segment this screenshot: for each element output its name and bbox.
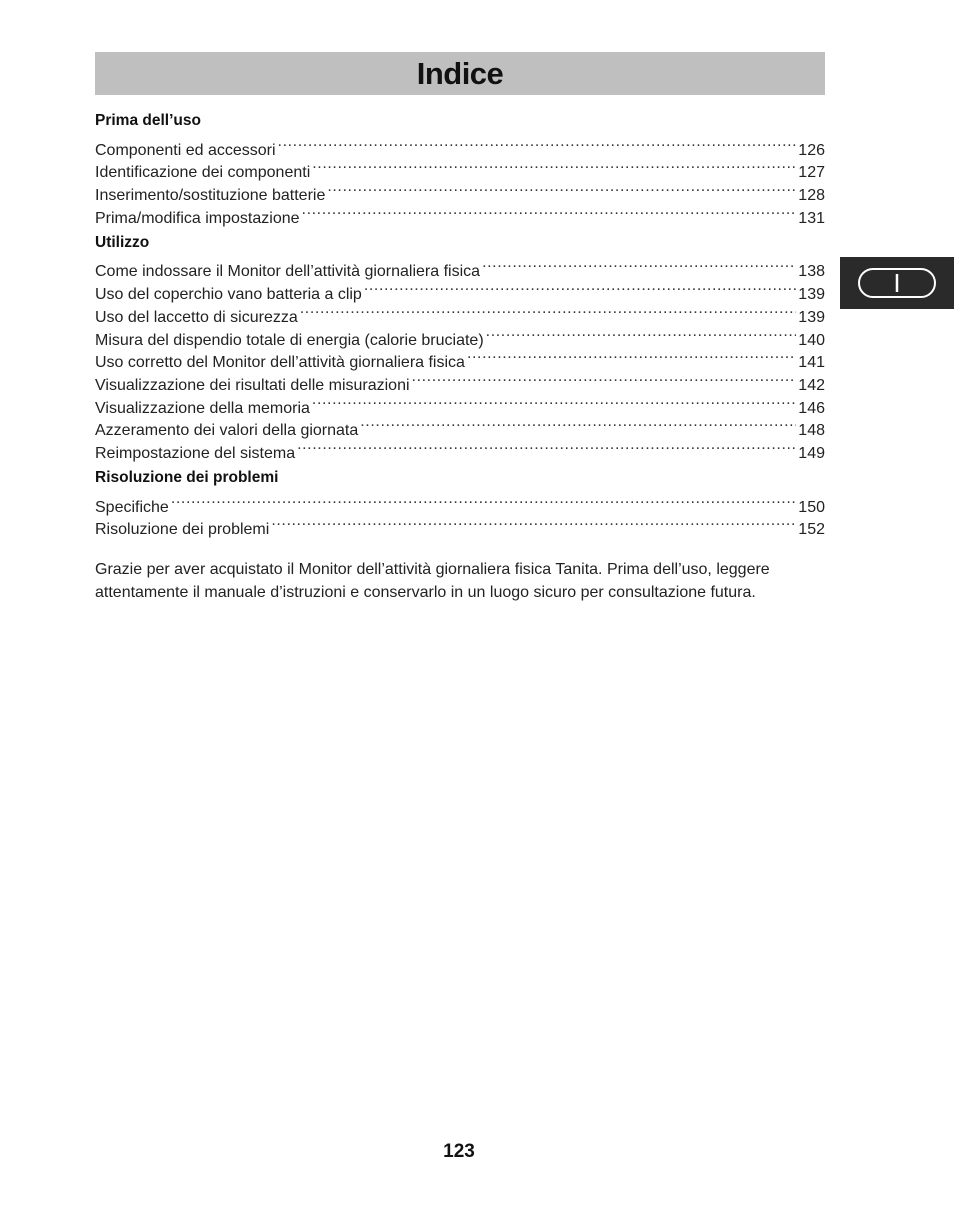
language-tab[interactable] <box>840 257 954 309</box>
toc-section-prima-uso <box>95 110 825 227</box>
toc-entry[interactable] <box>95 254 825 281</box>
toc-entry-label: Prima/modifica impostazione <box>95 209 300 227</box>
toc-entry-label: Reimpostazione del sistema <box>95 444 296 462</box>
section-heading: Utilizzo <box>95 233 150 251</box>
toc-entry-label: Azzeramento dei valori della giornata <box>95 422 359 440</box>
toc-entry-label: Identificazione dei componenti <box>95 164 311 182</box>
toc-entry-page: 152 <box>798 521 825 539</box>
toc-entry-label: Inserimento/sostituzione batterie <box>95 187 326 205</box>
toc-entry-page: 140 <box>798 331 825 349</box>
toc-entry-page: 138 <box>798 263 825 281</box>
intro-paragraph: Grazie per aver acquistato il Monitor dell’attività giornaliera fisica Tanita. Prima dell’uso, leggere attentamente il manuale d’istruzioni e conservarlo in un luogo sicuro per consultazione futura. <box>95 561 770 601</box>
toc-entry[interactable] <box>95 132 825 159</box>
section-heading: Risoluzione dei problemi <box>95 468 279 486</box>
title-bar <box>95 52 825 95</box>
toc-entry-label: Componenti ed accessori <box>95 141 276 159</box>
toc-entry-page: 149 <box>798 444 825 462</box>
toc-entry-label: Uso del laccetto di sicurezza <box>95 308 298 326</box>
dot-leader <box>312 155 796 178</box>
toc-entry-label: Visualizzazione dei risultati delle misurazioni <box>95 376 410 394</box>
toc-entry-label: Come indossare il Monitor dell’attività giornaliera fisica <box>95 263 481 281</box>
dot-leader <box>297 435 796 458</box>
toc-entry-label: Risoluzione dei problemi <box>95 521 270 539</box>
dot-leader <box>278 132 797 155</box>
toc-entry-page: 131 <box>798 209 825 227</box>
dot-leader <box>364 276 796 299</box>
toc-entry-label: Uso corretto del Monitor dell’attività giornaliera fisica <box>95 354 465 372</box>
dot-leader <box>327 177 796 200</box>
dot-leader <box>467 345 796 368</box>
toc-entry-label: Visualizzazione della memoria <box>95 399 310 417</box>
section-heading: Prima dell’uso <box>95 112 201 129</box>
toc-entry-page: 139 <box>798 308 825 326</box>
dot-leader <box>360 413 796 436</box>
toc-entry-page: 128 <box>798 187 825 205</box>
toc-entry-label: Uso del coperchio vano batteria a clip <box>95 286 362 304</box>
toc-entry-page: 127 <box>798 164 825 182</box>
toc-entry[interactable] <box>95 489 825 516</box>
toc-entry-page: 126 <box>798 141 825 159</box>
toc-entry[interactable] <box>95 512 825 539</box>
page-title: Indice <box>416 55 504 91</box>
dot-leader <box>412 367 797 390</box>
toc-entry-page: 148 <box>798 422 825 440</box>
toc-section-risoluzione <box>95 467 825 539</box>
language-badge: I <box>858 268 936 298</box>
dot-leader <box>302 200 797 223</box>
toc-entry-page: 142 <box>798 376 825 394</box>
toc-entry-page: 141 <box>798 354 825 372</box>
toc-entry-label: Specifiche <box>95 498 169 516</box>
table-of-contents <box>95 110 825 543</box>
dot-leader <box>482 254 796 277</box>
toc-section-utilizzo <box>95 232 825 462</box>
toc-entry-page: 139 <box>798 286 825 304</box>
toc-entry-page: 150 <box>798 498 825 516</box>
page-number: 123 <box>443 1141 475 1162</box>
toc-entry-page: 146 <box>798 399 825 417</box>
dot-leader <box>271 512 796 535</box>
toc-entry-label: Misura del dispendio totale di energia (calorie bruciate) <box>95 331 484 349</box>
dot-leader <box>312 390 796 413</box>
dot-leader <box>486 322 797 345</box>
dot-leader <box>300 299 797 322</box>
dot-leader <box>171 489 796 512</box>
